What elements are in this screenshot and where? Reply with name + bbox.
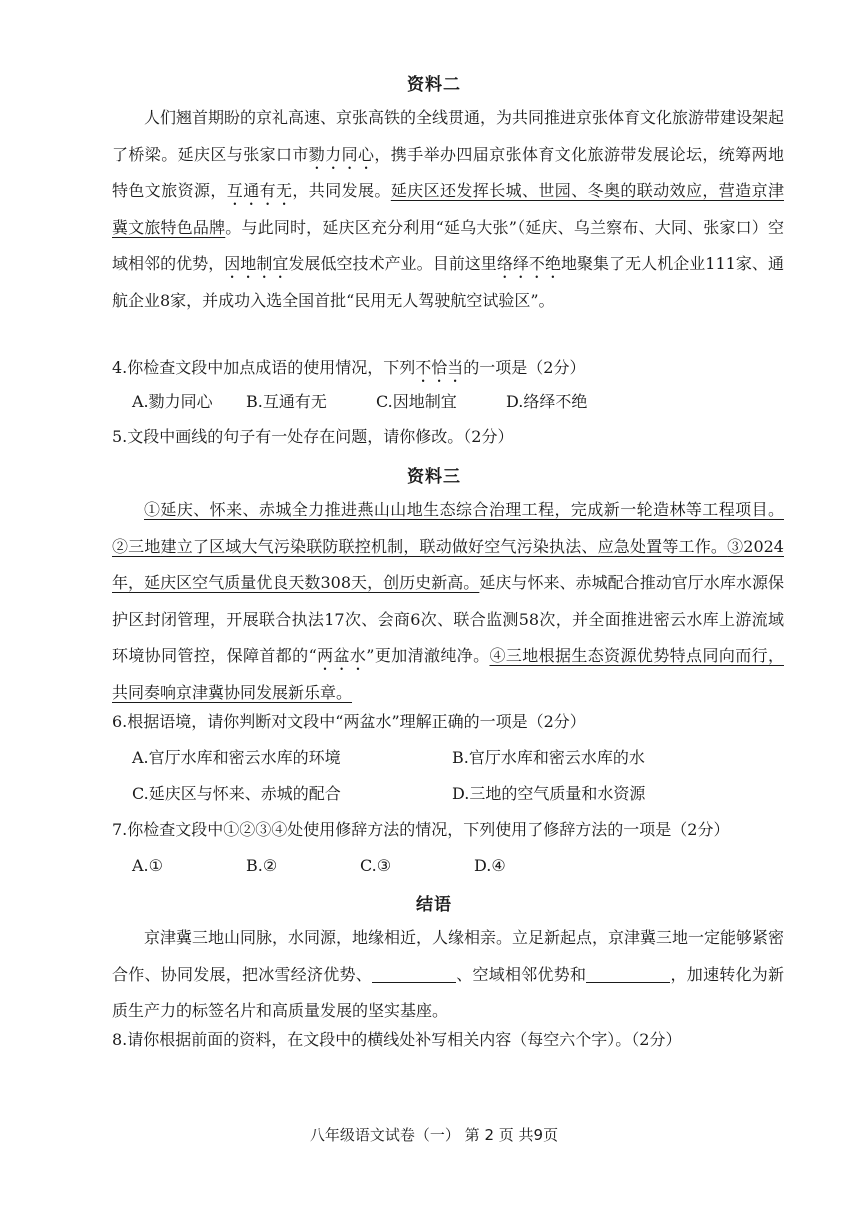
- section3-paragraph: ①延庆、怀来、赤城全力推进燕山山地生态综合治理工程，完成新一轮造林等工程项目。②三地建立了区域大气污染联防联控机制，联动做好空气污染执法、应急处置等工作。③2024年，延庆区空气质量优良天数308天，创历史新高。延庆与怀来、赤城配合推动官厅水库水源保护区封闭管理，开展联合执法17次、会商6次、联合监测58次，并全面推进密云水库上游流域环境协同管控，保障首都的“两盆水”更加清澈纯净。④三地根据生态资源优势特点同向而行，共同奏响京津冀协同发展新乐章。: [112, 500, 784, 702]
- q7-option-c[interactable]: C.③: [360, 856, 392, 875]
- dotted-idiom-4: 络绎不绝: [496, 254, 561, 274]
- page-footer: 八年级语文试卷（一） 第 2 页 共9页: [309, 1126, 559, 1144]
- q4-option-b[interactable]: B.互通有无: [246, 392, 327, 411]
- q7-option-d[interactable]: D.④: [474, 856, 506, 875]
- q4-option-a[interactable]: A.勠力同心: [132, 392, 213, 411]
- q4-option-d[interactable]: D.络绎不绝: [506, 392, 588, 411]
- fill-blank-2[interactable]: [586, 966, 670, 983]
- dotted-idiom-1: 勠力同心: [308, 144, 375, 164]
- q6-option-b[interactable]: B.官厅水库和密云水库的水: [452, 748, 645, 767]
- q7-option-b[interactable]: B.②: [246, 856, 278, 875]
- section2-title: 资料二: [407, 75, 461, 95]
- emphasis-word: 不恰当: [415, 358, 464, 377]
- question-5: 5.文段中画线的句子有一处存在问题，请你修改。（2分）: [112, 427, 514, 446]
- question-6: 6.根据语境，请你判断对文段中“两盆水”理解正确的一项是（2分）: [112, 712, 586, 731]
- two-basins-term: “两盆水”: [308, 646, 375, 666]
- q6-option-d[interactable]: D.三地的空气质量和水资源: [452, 784, 646, 803]
- sentence-1: ①延庆、怀来、赤城全力推进燕山山地生态综合治理工程，完成新一轮造林等工程项目。: [144, 500, 784, 519]
- question-4: 4.你检查文段中加点成语的使用情况，下列不恰当的一项是（2分）: [112, 358, 586, 377]
- q7-option-a[interactable]: A.①: [132, 856, 163, 875]
- section2-paragraph: 人们翘首期盼的京礼高速、京张高铁的全线贯通，为共同推进京张体育文化旅游带建设架起了桥梁。延庆区与张家口市勠力同心，携手举办四届京张体育文化旅游带发展论坛，统筹两地特色文旅资源，互通有无，共同发展。延庆区还发挥长城、世园、冬奥的联动效应，营造京津冀文旅特色品牌。与此同时，延庆区充分利用“延乌大张”（延庆、乌兰察布、大同、张家口）空域相邻的优势，因地制宜发展低空技术产业。目前这里络绎不绝地聚集了无人机企业111家、通航企业8家，并成功入选全国首批“民用无人驾驶航空试验区”。: [112, 108, 785, 310]
- question-7: 7.你检查文段中①②③④处使用修辞方法的情况，下列使用了修辞方法的一项是（2分）: [112, 820, 730, 839]
- sentence-2: ②三地建立了区域大气污染联防联控机制，联动做好空气污染执法、应急处置等工作。: [112, 536, 728, 556]
- section3-title: 资料三: [407, 467, 461, 487]
- q6-option-c[interactable]: C.延庆区与怀来、赤城的配合: [132, 784, 341, 803]
- dotted-idiom-2: 互通有无: [226, 181, 293, 201]
- conclusion-title: 结语: [416, 895, 452, 915]
- fill-blank-1[interactable]: [372, 966, 456, 983]
- dotted-idiom-3: 因地制宜: [224, 254, 289, 274]
- question-8: 8.请你根据前面的资料，在文段中的横线处补写相关内容（每空六个字）。（2分）: [112, 1030, 682, 1049]
- q4-option-c[interactable]: C.因地制宜: [376, 392, 457, 411]
- underlined-sentence: 延庆区还发挥长城、世园、冬奥的联动效应，营造京津冀文旅特色品牌: [112, 181, 784, 237]
- q6-option-a[interactable]: A.官厅水库和密云水库的环境: [132, 748, 341, 767]
- sentence-4: ④三地根据生态资源优势特点同向而行，共同奏响京津冀协同发展新乐章。: [112, 646, 784, 702]
- conclusion-paragraph: 京津冀三地山同脉，水同源，地缘相近，人缘相亲。立足新起点，京津冀三地一定能够紧密合作、协同发展，把冰雪经济优势、 、空域相邻优势和 ，加速转化为新质生产力的标签名片和高质量发展的坚实基座。: [112, 928, 785, 1021]
- sentence-3: ③2024年，延庆区空气质量优良天数308天，创历史新高。: [112, 536, 784, 593]
